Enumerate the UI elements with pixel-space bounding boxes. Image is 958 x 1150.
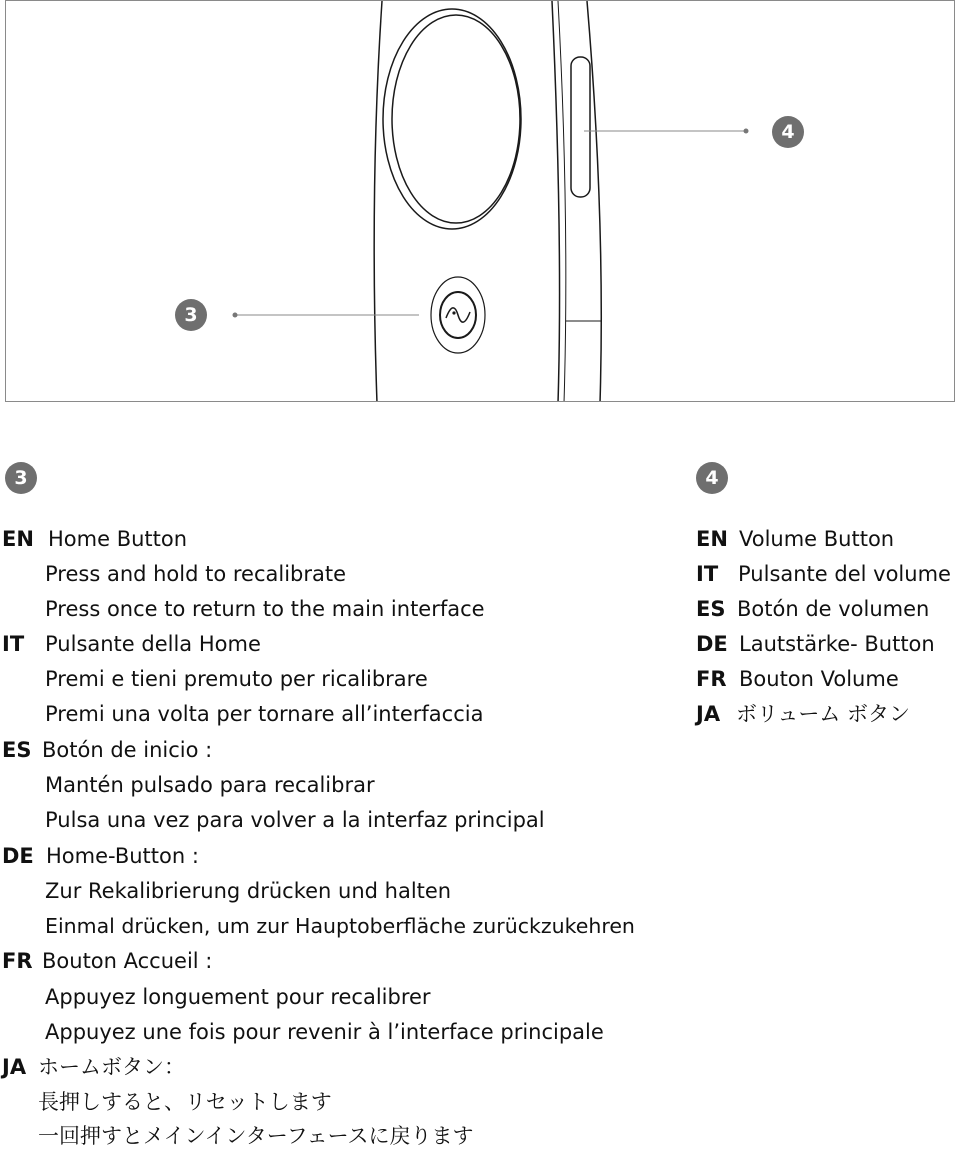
- entry-title: Volume Button: [739, 527, 895, 551]
- lang-code: DE: [2, 844, 34, 868]
- leader-dot-home: [233, 313, 238, 318]
- entry-line: Press once to return to the main interface: [45, 597, 485, 621]
- volume-button-slot: [571, 57, 590, 197]
- lang-code: FR: [2, 949, 33, 973]
- home-button-dot: [452, 311, 455, 314]
- lang-code: IT: [696, 562, 719, 586]
- entry-line: Appuyez longuement pour recalibrer: [45, 985, 431, 1009]
- entry-line: Pulsa una vez para volver a la interfaz principal: [45, 808, 545, 832]
- entry-line: Premi una volta per tornare all’interfaccia: [45, 702, 484, 726]
- lang-code: DE: [696, 632, 728, 656]
- volume-entry-es: [696, 595, 929, 623]
- entry-line: Press and hold to recalibrate: [45, 562, 347, 586]
- lang-code: JA: [2, 1055, 27, 1079]
- home-button-wave-icon: [446, 308, 470, 322]
- lang-code: FR: [696, 667, 727, 691]
- volume-entry-it: [696, 560, 951, 588]
- entry-title: Botón de volumen: [737, 597, 930, 621]
- entry-line: Appuyez une fois pour revenir à l’interface principale: [45, 1020, 604, 1044]
- entry-title: ホームボタン：: [38, 1055, 185, 1079]
- volume-entry-ja: [696, 700, 910, 728]
- device-left-edge: [374, 1, 382, 402]
- entry-title: Pulsante della Home: [45, 632, 261, 656]
- entry-title: Bouton Volume: [739, 667, 899, 691]
- home-entry-it: [2, 630, 261, 658]
- home-entry-es: [2, 736, 212, 764]
- entry-line: Einmal drücken, um zur Hauptoberfläche zurückzukehren: [45, 914, 635, 938]
- screen-inner-ring: [392, 15, 520, 223]
- callout-badge-volume: 4: [772, 116, 804, 148]
- entry-title: Bouton Accueil :: [42, 949, 213, 973]
- entry-title: ボリューム ボタン: [736, 702, 911, 726]
- section-badge-home: 3: [5, 462, 37, 494]
- section-badge-volume: 4: [696, 462, 728, 494]
- lang-code: ES: [2, 738, 32, 762]
- lang-code: IT: [2, 632, 25, 656]
- callout-badge-home: 3: [175, 299, 207, 331]
- lang-code: ES: [696, 597, 726, 621]
- entry-title: Botón de inicio :: [42, 738, 213, 762]
- home-entry-en: [2, 525, 187, 553]
- volume-entry-en: [696, 525, 894, 553]
- device-right-edge-outer: [552, 1, 560, 402]
- entry-title: Home-Button :: [46, 844, 199, 868]
- device-drawing: [6, 1, 955, 402]
- home-entry-de: [2, 842, 199, 870]
- home-entry-ja: [2, 1053, 185, 1081]
- home-entry-fr: [2, 947, 212, 975]
- entry-line: Premi e tieni premuto per ricalibrare: [45, 667, 428, 691]
- lang-code: EN: [696, 527, 728, 551]
- entry-line: Zur Rekalibrierung drücken und halten: [45, 879, 452, 903]
- entry-title: Lautstärke- Button: [739, 632, 935, 656]
- lang-code: JA: [696, 702, 721, 726]
- entry-line: 一回押すとメインインターフェースに戻ります: [38, 1124, 474, 1148]
- entry-title: Home Button: [48, 527, 188, 551]
- lang-code: EN: [2, 527, 34, 551]
- entry-line: Mantén pulsado para recalibrar: [45, 773, 375, 797]
- entry-line: 長押しすると、リセットします: [38, 1090, 332, 1114]
- entry-title: Pulsante del volume: [738, 562, 951, 586]
- volume-entry-fr: [696, 665, 899, 693]
- screen-outer-ring: [383, 9, 521, 229]
- device-illustration: [5, 0, 955, 402]
- volume-entry-de: [696, 630, 935, 658]
- leader-dot-volume: [744, 129, 749, 134]
